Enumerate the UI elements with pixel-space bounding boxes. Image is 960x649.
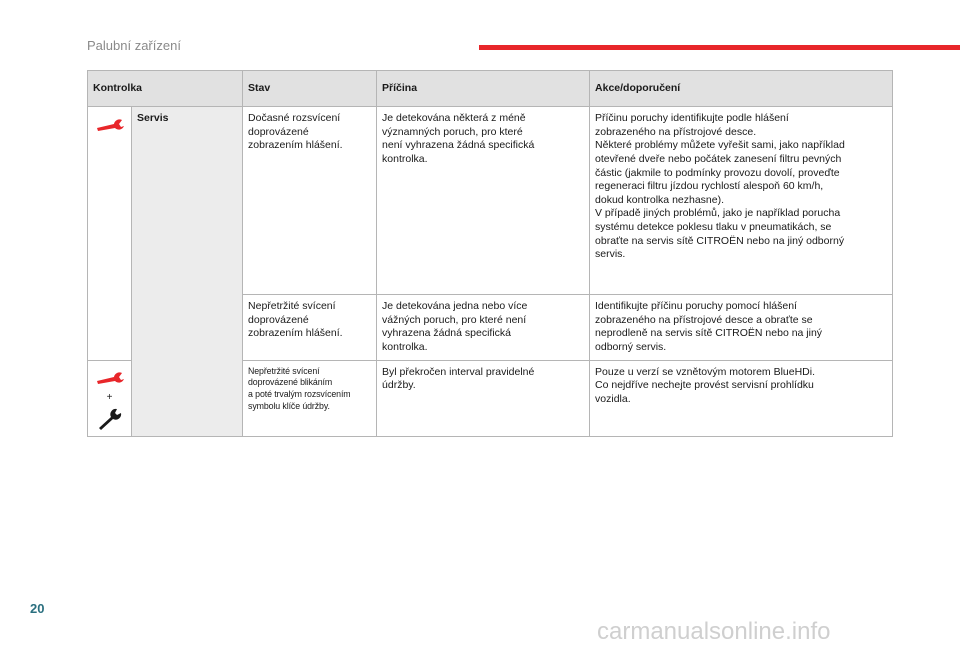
header-stav: Stav xyxy=(243,71,377,107)
row2-stav: Nepřetržité svícení doprovázené zobrazením hlášení. xyxy=(243,295,377,361)
wrench-warning-icon xyxy=(95,115,125,135)
watermark: carmanualsonline.info xyxy=(597,618,831,645)
section-title: Palubní zařízení xyxy=(87,38,181,53)
row3-pricina: Byl překročen interval pravidelné údržby. xyxy=(377,360,590,436)
row1-pricina: Je detekována některá z méně významných poruch, pro které není vyhrazena žádná specifická kontrolka. xyxy=(377,107,590,295)
row2-pricina: Je detekována jedna nebo více vážných poruch, pro které není vyhrazena žádná specifická kontrolka. xyxy=(377,295,590,361)
row3-akce: Pouze u verzí se vznětovým motorem BlueHDi. Co nejdříve nechejte provést servisní prohlídku vozidla. xyxy=(590,360,893,436)
warning-name: Servis xyxy=(132,107,243,437)
maintenance-wrench-icon xyxy=(95,405,125,431)
header-kontrolka: Kontrolka xyxy=(88,71,243,107)
header-accent-bar xyxy=(479,45,960,50)
row1-stav: Dočasné rozsvícení doprovázené zobrazením hlášení. xyxy=(243,107,377,295)
icon-cell xyxy=(88,107,132,361)
page-number: 20 xyxy=(30,601,45,616)
header-pricina: Příčina xyxy=(377,71,590,107)
row3-stav: Nepřetržité svícení doprovázené blikáním a poté trvalým rozsvícením symbolu klíče údržby. xyxy=(243,360,377,436)
row1-akce: Příčinu poruchy identifikujte podle hlášení zobrazeného na přístrojové desce. Některé problémy můžete vyřešit sami, jako například otevřené dveře nebo počátek zanesení filtru pevných částic (jakmile to podmínky provozu dovolí, proveďte regeneraci filtru jízdou rychlostí alespoň 60 km/h, dokud kontrolka nezhasne). V případě jiných problémů, jako je například porucha systému detekce poklesu tlaku v pneumatikách, se obraťte na servis sítě CITROËN nebo na jiný odborný servis. xyxy=(590,107,893,295)
table-row xyxy=(88,107,893,295)
icon-cell-maintenance xyxy=(88,360,132,436)
warning-light-table xyxy=(87,70,893,437)
plus-sign: + xyxy=(106,392,113,404)
wrench-warning-icon xyxy=(95,369,125,387)
table-header-row xyxy=(88,71,893,107)
row2-akce: Identifikujte příčinu poruchy pomocí hlášení zobrazeného na přístrojové desce a obraťte se neprodleně na servis sítě CITROËN nebo na jiný odborný servis. xyxy=(590,295,893,361)
header-akce: Akce/doporučení xyxy=(590,71,893,107)
